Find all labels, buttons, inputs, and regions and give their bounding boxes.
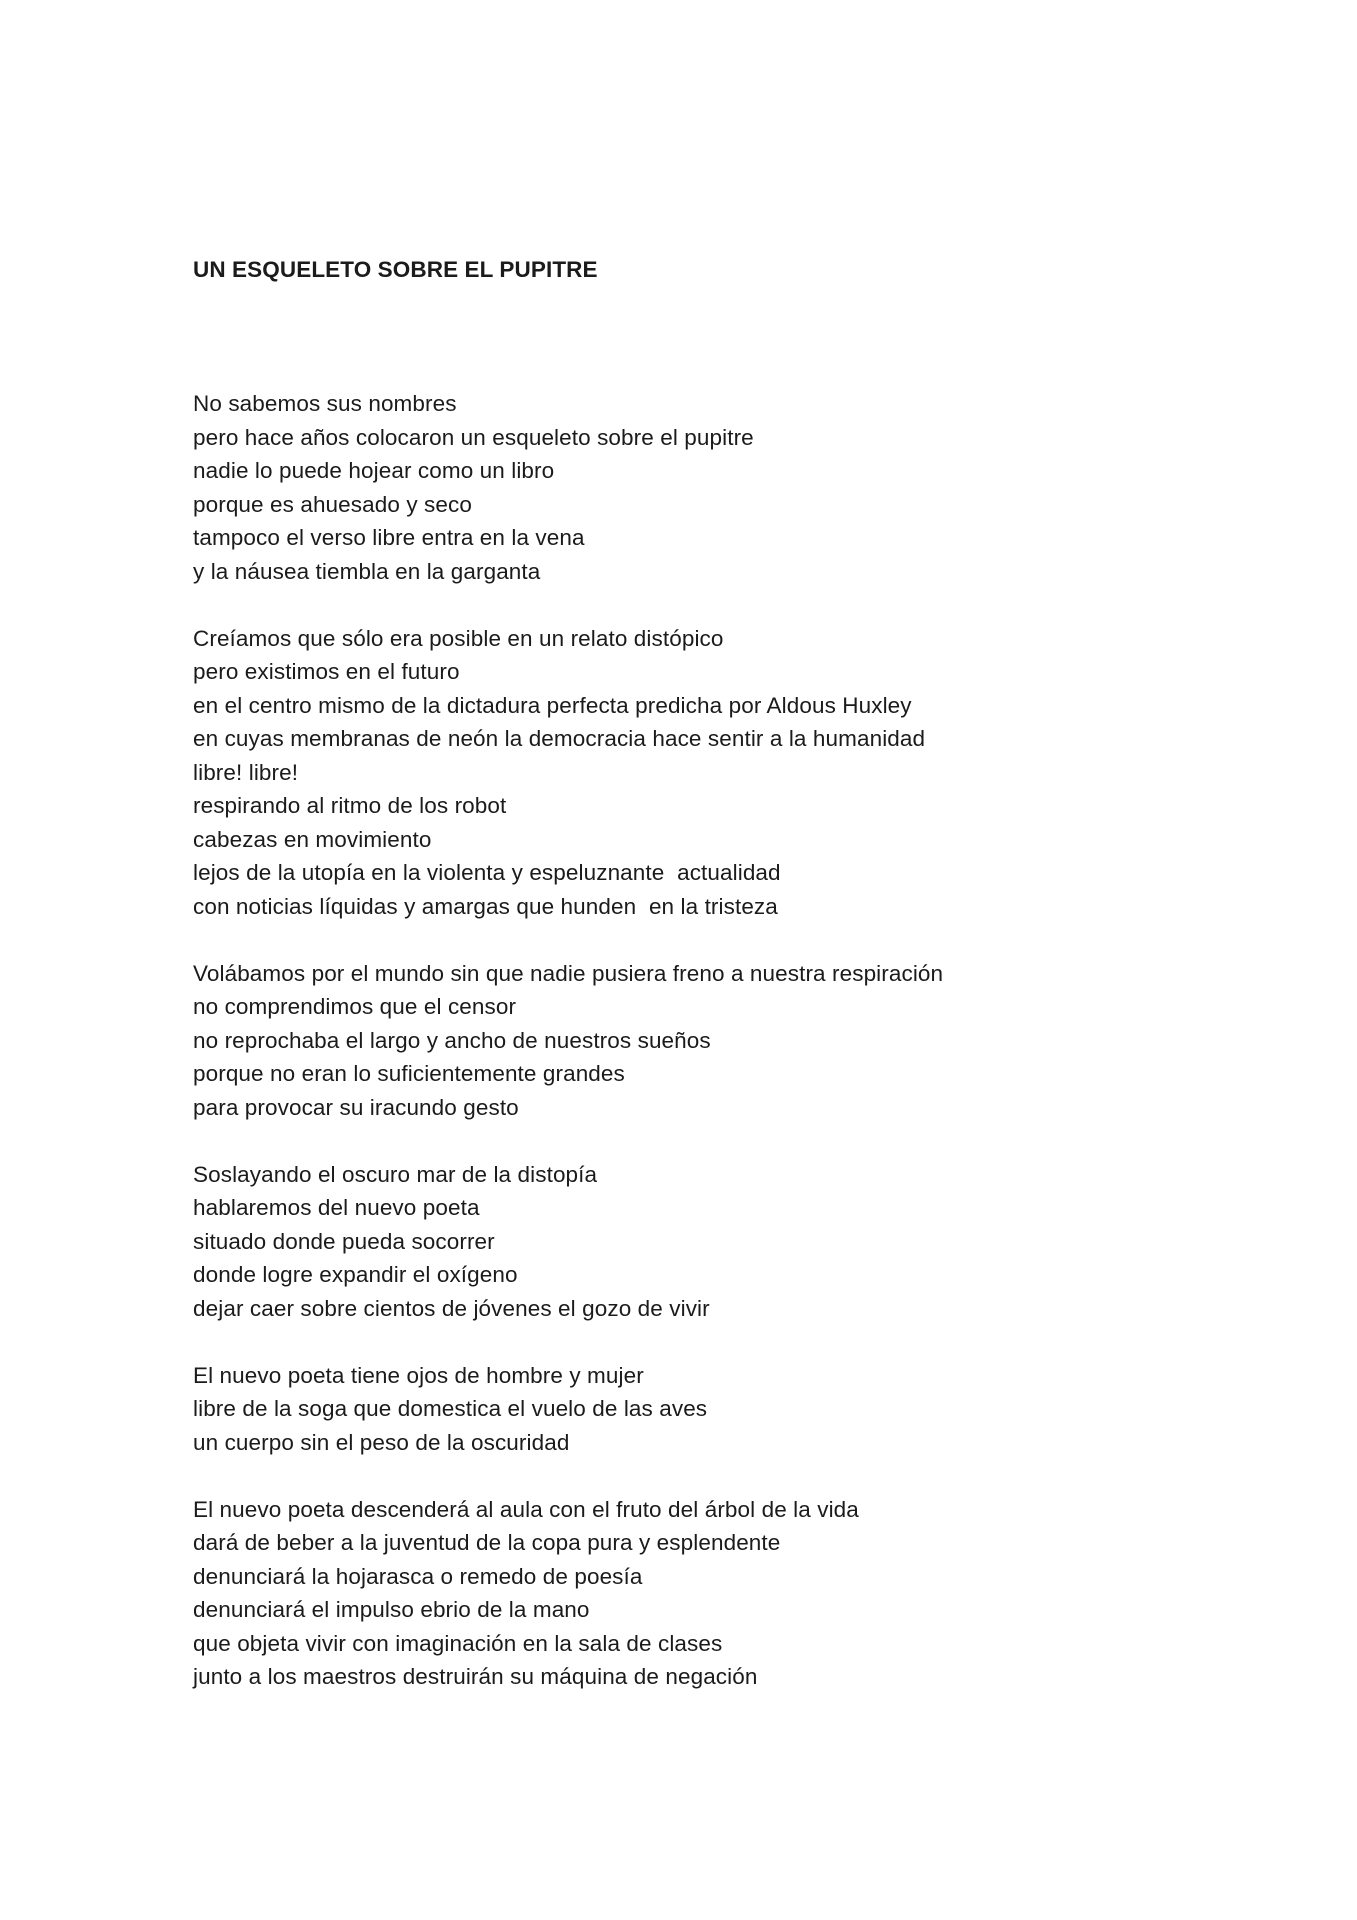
stanza bbox=[193, 622, 1273, 924]
poem-line: Soslayando el oscuro mar de la distopía bbox=[193, 1161, 598, 1187]
poem-line: para provocar su iracundo gesto bbox=[193, 1094, 519, 1120]
poem-content bbox=[193, 186, 1273, 1761]
poem-line: denunciará el impulso ebrio de la mano bbox=[193, 1597, 590, 1622]
poem-line: nadie lo puede hojear como un libro bbox=[193, 458, 555, 483]
poem-line: no comprendimos que el censor bbox=[193, 994, 517, 1019]
stanza bbox=[193, 387, 1273, 588]
poem-line: en cuyas membranas de neón la democracia hace sentir a la humanidad bbox=[193, 726, 926, 751]
poem-line: en el centro mismo de la dictadura perfecta predicha por Aldous Huxley bbox=[193, 692, 912, 718]
poem-body bbox=[193, 387, 1273, 1694]
poem-line: pero existimos en el futuro bbox=[193, 659, 460, 684]
poem-line: junto a los maestros destruirán su máquina de negación bbox=[193, 1664, 758, 1689]
poem-line: El nuevo poeta descenderá al aula con el fruto del árbol de la vida bbox=[193, 1496, 859, 1522]
stanza bbox=[193, 1359, 1273, 1460]
poem-line: lejos de la utopía en la violenta y espeluznante actualidad bbox=[193, 860, 781, 885]
poem-line: hablaremos del nuevo poeta bbox=[193, 1195, 480, 1220]
poem-line: libre! libre! bbox=[193, 759, 299, 785]
poem-line: dará de beber a la juventud de la copa pura y esplendente bbox=[193, 1530, 781, 1555]
poem-line: un cuerpo sin el peso de la oscuridad bbox=[193, 1429, 570, 1455]
poem-line: porque es ahuesado y seco bbox=[193, 491, 472, 517]
poem-line: El nuevo poeta tiene ojos de hombre y mujer bbox=[193, 1362, 644, 1388]
poem-line: que objeta vivir con imaginación en la sala de clases bbox=[193, 1630, 723, 1656]
poem-line: pero hace años colocaron un esqueleto sobre el pupitre bbox=[193, 424, 754, 450]
poem-line: respirando al ritmo de los robot bbox=[193, 793, 507, 818]
stanza bbox=[193, 957, 1273, 1125]
poem-line: y la náusea tiembla en la garganta bbox=[193, 558, 541, 584]
poem-line: con noticias líquidas y amargas que hunden en la tristeza bbox=[193, 893, 778, 919]
poem-line: porque no eran lo suficientemente grandes bbox=[193, 1061, 625, 1086]
poem-line: Volábamos por el mundo sin que nadie pusiera freno a nuestra respiración bbox=[193, 960, 944, 986]
poem-line: denunciará la hojarasca o remedo de poesía bbox=[193, 1563, 643, 1589]
poem-line: No sabemos sus nombres bbox=[193, 391, 457, 416]
poem-line: situado donde pueda socorrer bbox=[193, 1228, 495, 1254]
poem-line: no reprochaba el largo y ancho de nuestros sueños bbox=[193, 1027, 711, 1053]
poem-line: Creíamos que sólo era posible en un relato distópico bbox=[193, 625, 724, 651]
stanza bbox=[193, 1493, 1273, 1694]
poem-title: UN ESQUELETO SOBRE EL PUPITRE bbox=[193, 257, 598, 282]
poem-line: libre de la soga que domestica el vuelo de las aves bbox=[193, 1396, 708, 1421]
poem-line: donde logre expandir el oxígeno bbox=[193, 1262, 518, 1287]
stanza bbox=[193, 1158, 1273, 1326]
poem-line: cabezas en movimiento bbox=[193, 826, 432, 852]
poem-line: tampoco el verso libre entra en la vena bbox=[193, 525, 585, 550]
poem-line: dejar caer sobre cientos de jóvenes el gozo de vivir bbox=[193, 1295, 710, 1321]
